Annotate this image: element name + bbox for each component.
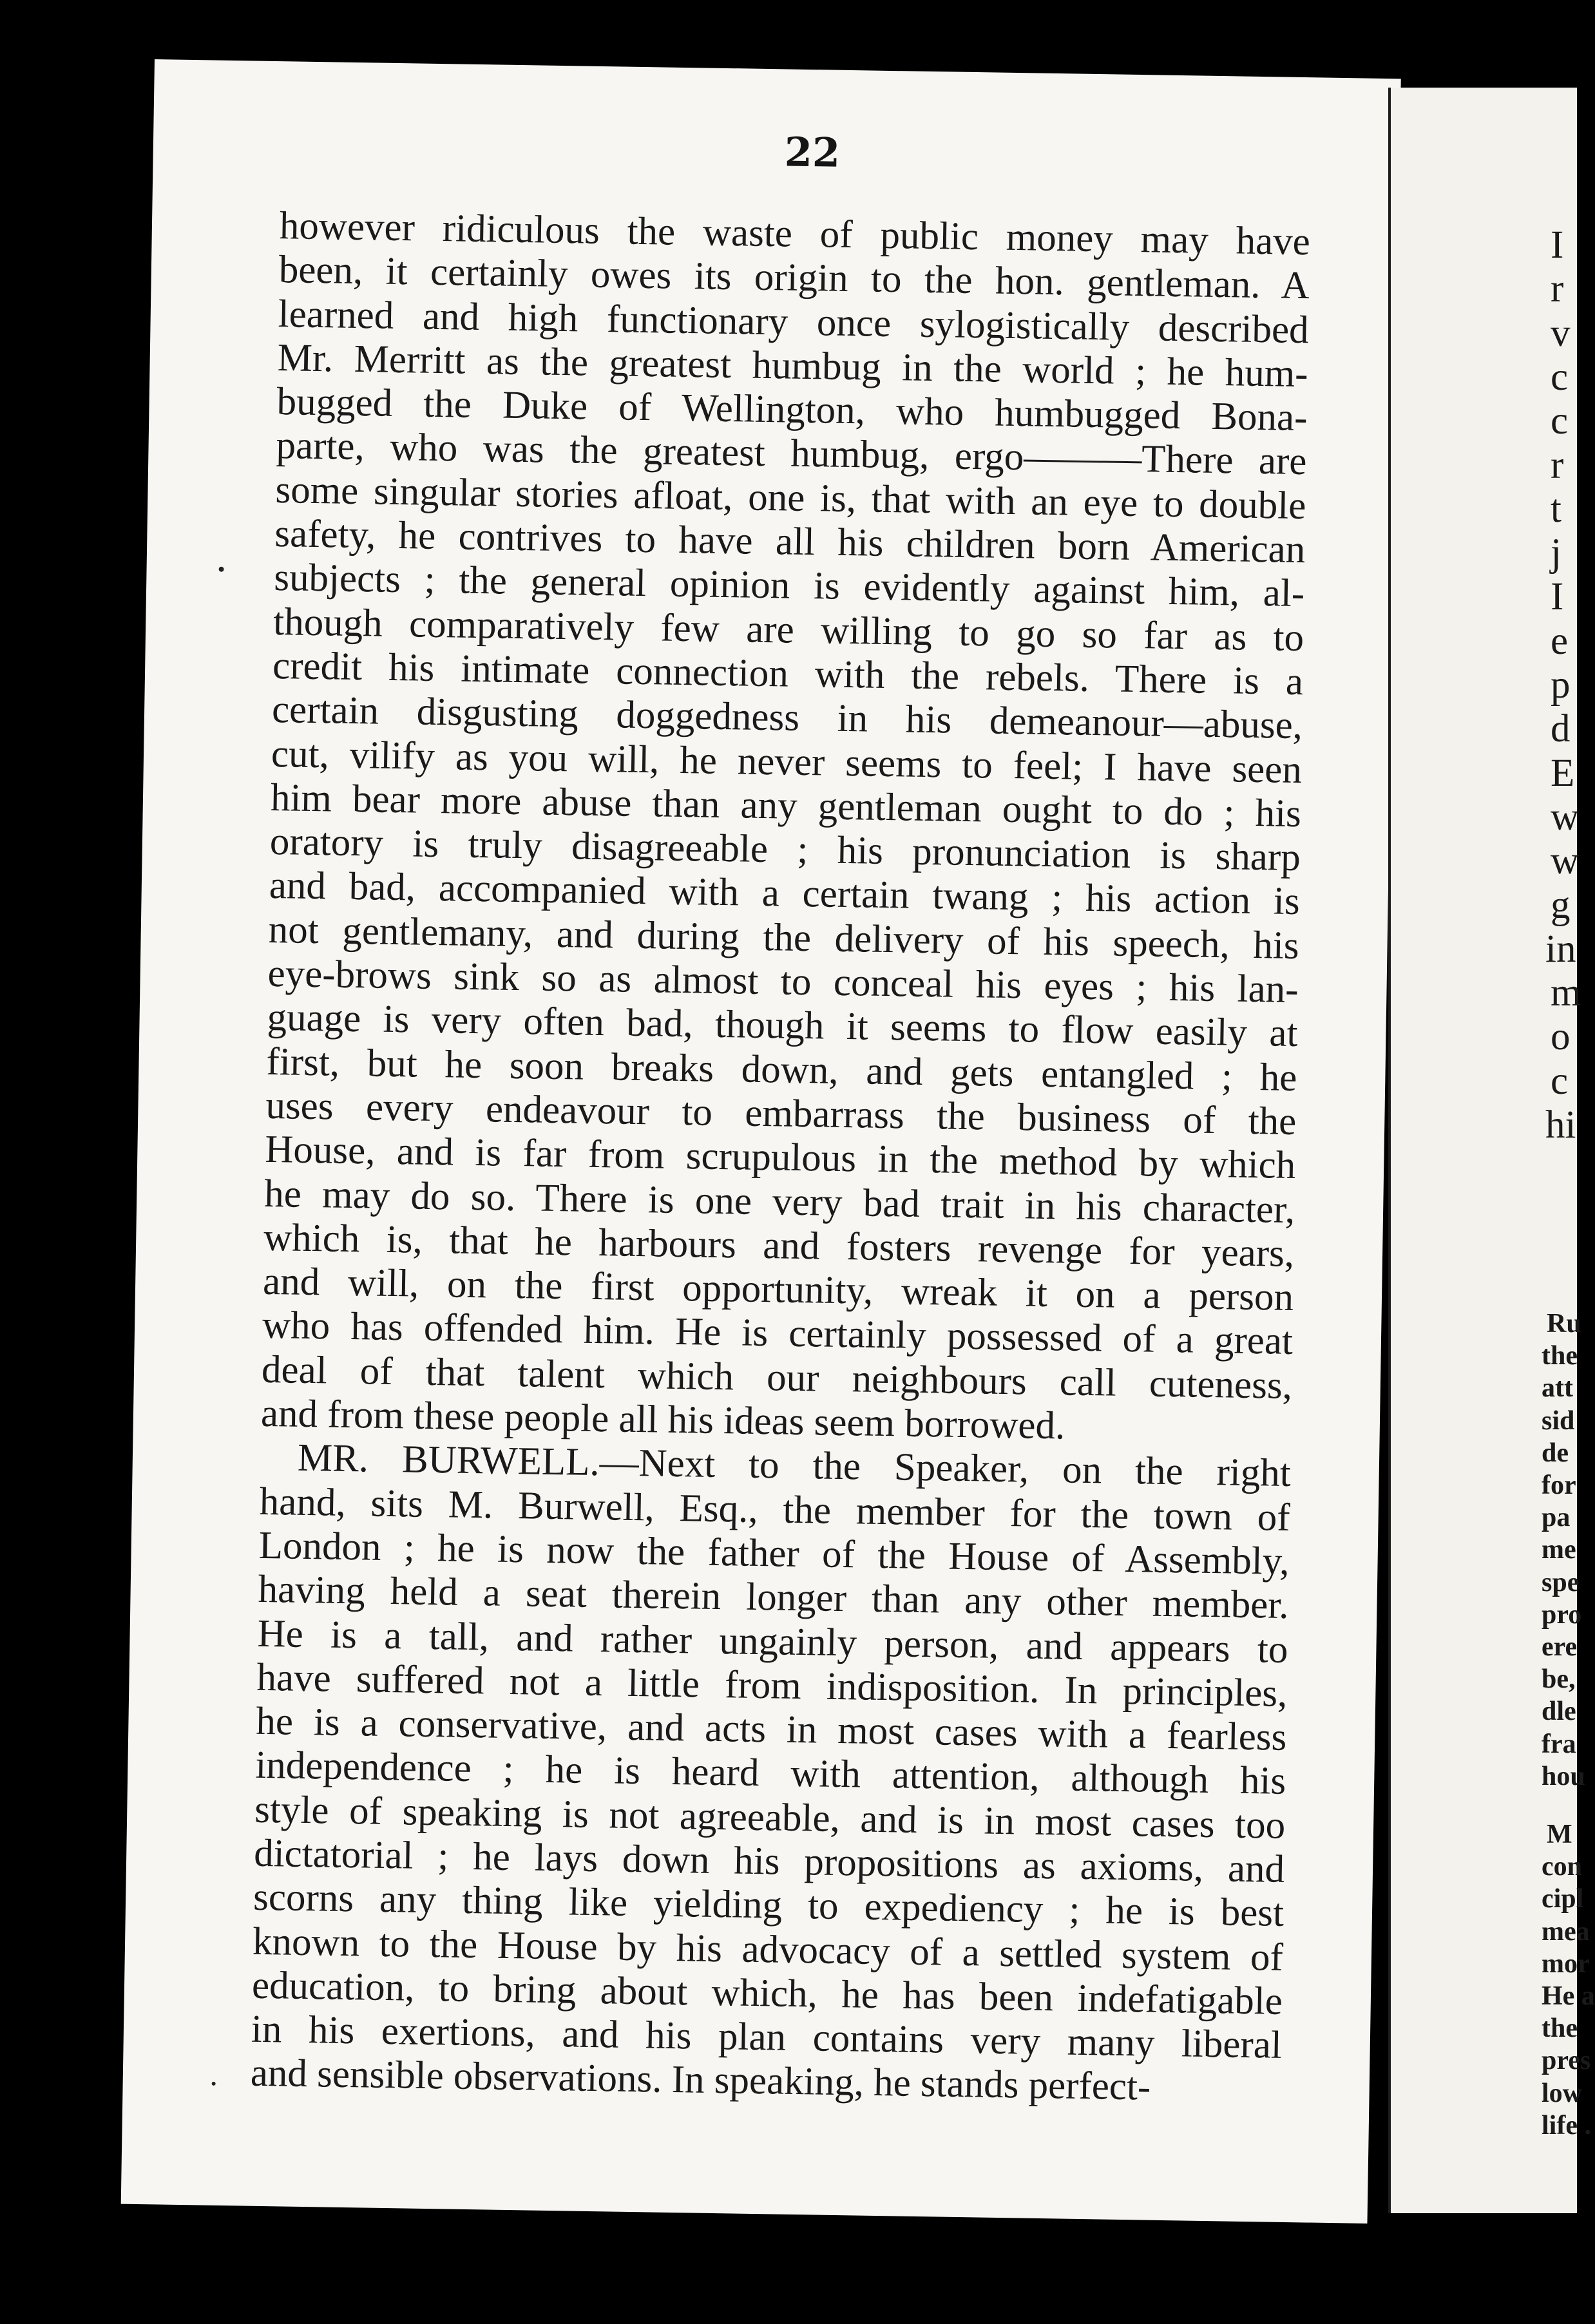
facing-text-fragment: E (1551, 751, 1575, 795)
facing-text-fragment: d (1551, 707, 1571, 751)
facing-text-fragment: the (1542, 1341, 1578, 1371)
facing-text-fragment: cipl (1542, 1884, 1584, 1914)
text-line: first, but he soon breaks down, and gets entangled ; he (266, 1040, 1297, 1100)
text-line: him bear more abuse than any gentleman ought to do ; his (270, 776, 1302, 835)
text-line: oratory is truly disagreeable ; his pronunciation is sharp (269, 820, 1301, 880)
text-line: in his exertions, and his plan contains very many liberal (251, 2007, 1283, 2068)
text-line: independence ; he is heard with attention, although his (254, 1744, 1286, 1804)
text-line: credit his intimate connection with the rebels. There is a (272, 643, 1304, 704)
facing-text-fragment: me (1542, 1535, 1576, 1565)
facing-text-fragment: e (1551, 619, 1569, 663)
facing-text-fragment: pa (1542, 1503, 1571, 1533)
text-line: he may do so. There is one very bad trait in his character, (263, 1172, 1295, 1232)
facing-text-fragment: g (1551, 883, 1571, 927)
text-line: certain disgusting doggedness in his demeanour—abuse, (271, 688, 1303, 748)
facing-text-fragment: mea (1542, 1916, 1590, 1947)
text-line: education, to bring about which, he has been indefatigable (251, 1963, 1283, 2023)
text-line: have suffered not a little from indisposition. In principles, (256, 1655, 1288, 1715)
ink-speck (219, 567, 224, 572)
text-line: however ridiculous the waste of public money may have (279, 204, 1311, 264)
facing-text-fragment: He a (1542, 1981, 1595, 2011)
facing-text-fragment: low (1542, 2078, 1582, 2108)
text-line: London ; he is now the father of the House of Assembly, (258, 1523, 1290, 1583)
text-line: he is a conservative, and acts in most cases with a fearless (255, 1699, 1287, 1760)
text-line: MR. BURWELL.—Next to the Speaker, on the right (297, 1436, 1292, 1496)
facing-text-fragment: m (1551, 971, 1581, 1015)
facing-text-fragment: c (1551, 399, 1569, 443)
facing-text-fragment: hi (1545, 1103, 1576, 1147)
page-number: 22 (784, 128, 841, 176)
facing-text-fragment: life . (1542, 2110, 1591, 2140)
facing-page-edge (1388, 88, 1595, 2213)
facing-text-fragment: M (1547, 1820, 1572, 1849)
facing-text-fragment: att (1542, 1373, 1573, 1404)
facing-text-fragment: the (1542, 2014, 1578, 2044)
facing-text-fragment: dle (1542, 1697, 1576, 1727)
facing-text-fragment: for (1542, 1471, 1576, 1500)
facing-text-fragment: mor (1542, 1948, 1590, 1979)
facing-text-fragment: spe (1542, 1567, 1580, 1597)
facing-text-fragment: w (1551, 839, 1580, 883)
text-line: bugged the Duke of Wellington, who humbugged Bona- (276, 380, 1308, 440)
text-line: some singular stories afloat, one is, that with an eye to double (274, 468, 1306, 528)
facing-text-fragment: r (1551, 267, 1564, 311)
text-line: deal of that talent which our neighbours call cuteness, (261, 1348, 1293, 1407)
text-line: safety, he contrives to have all his children born American (274, 512, 1306, 572)
text-line: and from these people all his ideas seem borrowed. (260, 1391, 1065, 1448)
text-line: uses every endeavour to embarrass the business of the (265, 1083, 1297, 1143)
facing-text-fragment: de (1542, 1438, 1569, 1468)
text-line: been, it certainly owes its origin to the hon. gentleman. A (278, 248, 1310, 308)
facing-text-fragment: hou (1542, 1761, 1585, 1791)
text-line: style of speaking is not agreeable, and is in most cases too (254, 1787, 1286, 1847)
text-line: hand, sits M. Burwell, Esq., the member for the town of (259, 1480, 1291, 1539)
facing-text-fragment: fra (1542, 1729, 1576, 1759)
text-line: and sensible observations. In speaking, he stands perfect- (250, 2052, 1151, 2110)
text-line: guage is very often bad, though it seems to flow easily at (267, 996, 1298, 1056)
facing-text-fragment: ere (1542, 1632, 1578, 1662)
text-line: Mr. Merritt as the greatest humbug in the world ; he hum- (277, 336, 1309, 396)
facing-text-fragment: p (1551, 663, 1571, 707)
text-line: dictatorial ; he lays down his propositions as axioms, and (253, 1831, 1285, 1891)
facing-text-fragment: t (1551, 487, 1562, 531)
facing-text-fragment: I (1551, 224, 1564, 267)
text-line: who has offended him. He is certainly possessed of a great (262, 1304, 1294, 1364)
text-line: not gentlemany, and during the delivery of his speech, his (268, 908, 1300, 967)
text-line: House, and is far from scrupulous in the method by which (264, 1128, 1296, 1188)
text-line: He is a tall, and rather ungainly person, and appears to (257, 1612, 1288, 1672)
facing-text-fragment: r (1551, 443, 1564, 487)
facing-text-fragment: pro (1542, 1599, 1582, 1630)
facing-text-fragment: c (1551, 1059, 1569, 1103)
text-line: known to the House by his advocacy of a settled system of (252, 1919, 1284, 1979)
facing-text-fragment: v (1551, 311, 1571, 355)
ink-speck (212, 2082, 216, 2086)
text-line: scorns any thing like yielding to expediency ; he is best (253, 1876, 1285, 1936)
facing-text-fragment: sid (1542, 1405, 1575, 1436)
text-line: parte, who was the greatest humbug, ergo———There are (276, 424, 1307, 484)
facing-text-fragment: con (1542, 1852, 1582, 1882)
facing-text-fragment: pres (1542, 2046, 1591, 2076)
text-line: and bad, accompanied with a certain twang ; his action is (269, 864, 1301, 924)
text-line: having held a seat therein longer than any other member. (258, 1568, 1290, 1628)
text-line: subjects ; the general opinion is evidently against him, al- (273, 556, 1305, 616)
facing-text-fragment: in (1545, 927, 1576, 971)
text-line: though comparatively few are willing to go so far as to (272, 600, 1304, 660)
facing-text-fragment: o (1551, 1015, 1571, 1059)
text-line: eye-brows sink so as almost to conceal his eyes ; his lan- (267, 951, 1299, 1012)
text-line: which is, that he harbours and fosters revenge for years, (263, 1215, 1295, 1275)
text-line: learned and high functionary once sylogistically described (278, 292, 1310, 352)
text-line: cut, vilify as you will, he never seems to feel; I have seen (271, 732, 1303, 792)
page-body-text (250, 204, 1310, 2112)
facing-text-fragment: I (1551, 575, 1564, 619)
facing-text-fragment: be, (1542, 1664, 1576, 1695)
facing-text-fragment: w (1551, 795, 1580, 839)
facing-text-fragment: Ru (1547, 1309, 1581, 1338)
text-line: and will, on the first opportunity, wreak it on a person (262, 1260, 1294, 1320)
facing-text-fragment: c (1551, 355, 1569, 399)
facing-text-fragment: j (1551, 531, 1562, 575)
left-page (121, 59, 1401, 2224)
